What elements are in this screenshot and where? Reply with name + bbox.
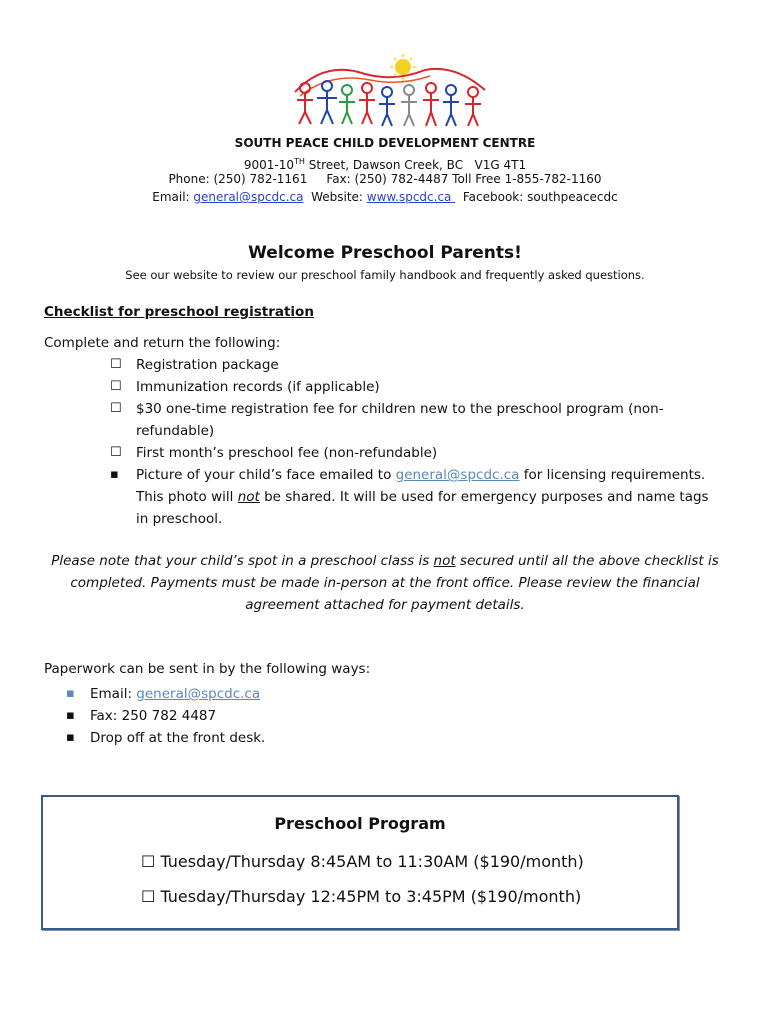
checkbox-icon[interactable]: ☐ (110, 445, 122, 460)
program-title: Preschool Program (274, 814, 446, 833)
checklist-intro: Complete and return the following: (44, 335, 281, 351)
header-email-link[interactable]: general@spcdc.ca (193, 190, 304, 204)
header-website-link[interactable]: www.spcdc.ca (366, 190, 456, 204)
checklist-item: ☐ First month’s preschool fee (non-refundable) (110, 442, 710, 464)
checklist-item: ☐ Immunization records (if applicable) (110, 376, 710, 398)
spcdc-logo-image (285, 52, 490, 130)
program-option: ☐ Tuesday/Thursday 8:45AM to 11:30AM ($190/month) (141, 852, 584, 871)
square-bullet-icon: ▪ (66, 708, 75, 723)
checkbox-icon[interactable]: ☐ (141, 852, 156, 871)
preschool-program-box (41, 795, 679, 930)
paperwork-item: ▪ Fax: 250 782 4487 (66, 705, 265, 727)
square-bullet-icon: ▪ (66, 730, 75, 745)
checklist-item: ☐ $30 one-time registration fee for children new to the preschool program (non-refundable) (110, 398, 710, 442)
checkbox-icon[interactable]: ☐ (141, 887, 156, 906)
checkbox-icon[interactable]: ☐ (110, 357, 122, 372)
checklist-heading: Checklist for preschool registration (44, 304, 314, 320)
square-bullet-icon: ▪ (66, 686, 75, 701)
checklist-list (110, 354, 710, 530)
registration-note: Please note that your child’s spot in a preschool class is not secured until all the above checklist is completed. Payments must be made in-person at the front office. Please review the financial agreement attached for payment details. (51, 553, 719, 613)
checkbox-icon[interactable]: ☐ (110, 401, 122, 416)
paperwork-item: ▪ Drop off at the front desk. (66, 727, 265, 749)
paperwork-list (66, 683, 265, 749)
checklist-item-picture: ▪ Picture of your child’s face emailed to general@spcdc.ca for licensing requirements. This photo will not be shared. It will be used for emergency purposes and name tags in preschool. (110, 464, 710, 530)
page-subtitle: See our website to review our preschool family handbook and frequently asked questions. (125, 268, 645, 282)
address-line: 9001-10TH Street, Dawson Creek, BC V1G 4T1 (243, 157, 527, 172)
square-bullet-icon: ▪ (110, 467, 119, 482)
checkbox-icon[interactable]: ☐ (110, 379, 122, 394)
contact-line: Email: general@spcdc.ca Website: www.spcdc.ca Facebook: southpeacecdc (152, 190, 618, 204)
page-title: Welcome Preschool Parents! (248, 243, 522, 263)
program-option: ☐ Tuesday/Thursday 12:45PM to 3:45PM ($190/month) (141, 887, 582, 906)
paperwork-item: ▪ Email: general@spcdc.ca (66, 683, 265, 705)
paperwork-email-link[interactable]: general@spcdc.ca (136, 686, 261, 702)
picture-email-link[interactable]: general@spcdc.ca (395, 467, 520, 483)
paperwork-intro: Paperwork can be sent in by the following ways: (44, 661, 371, 677)
phone-fax-line: Phone: (250) 782-1161 Fax: (250) 782-4487 Toll Free 1-855-782-1160 (168, 172, 602, 186)
checklist-item: ☐ Registration package (110, 354, 710, 376)
org-name: SOUTH PEACE CHILD DEVELOPMENT CENTRE (234, 136, 536, 150)
